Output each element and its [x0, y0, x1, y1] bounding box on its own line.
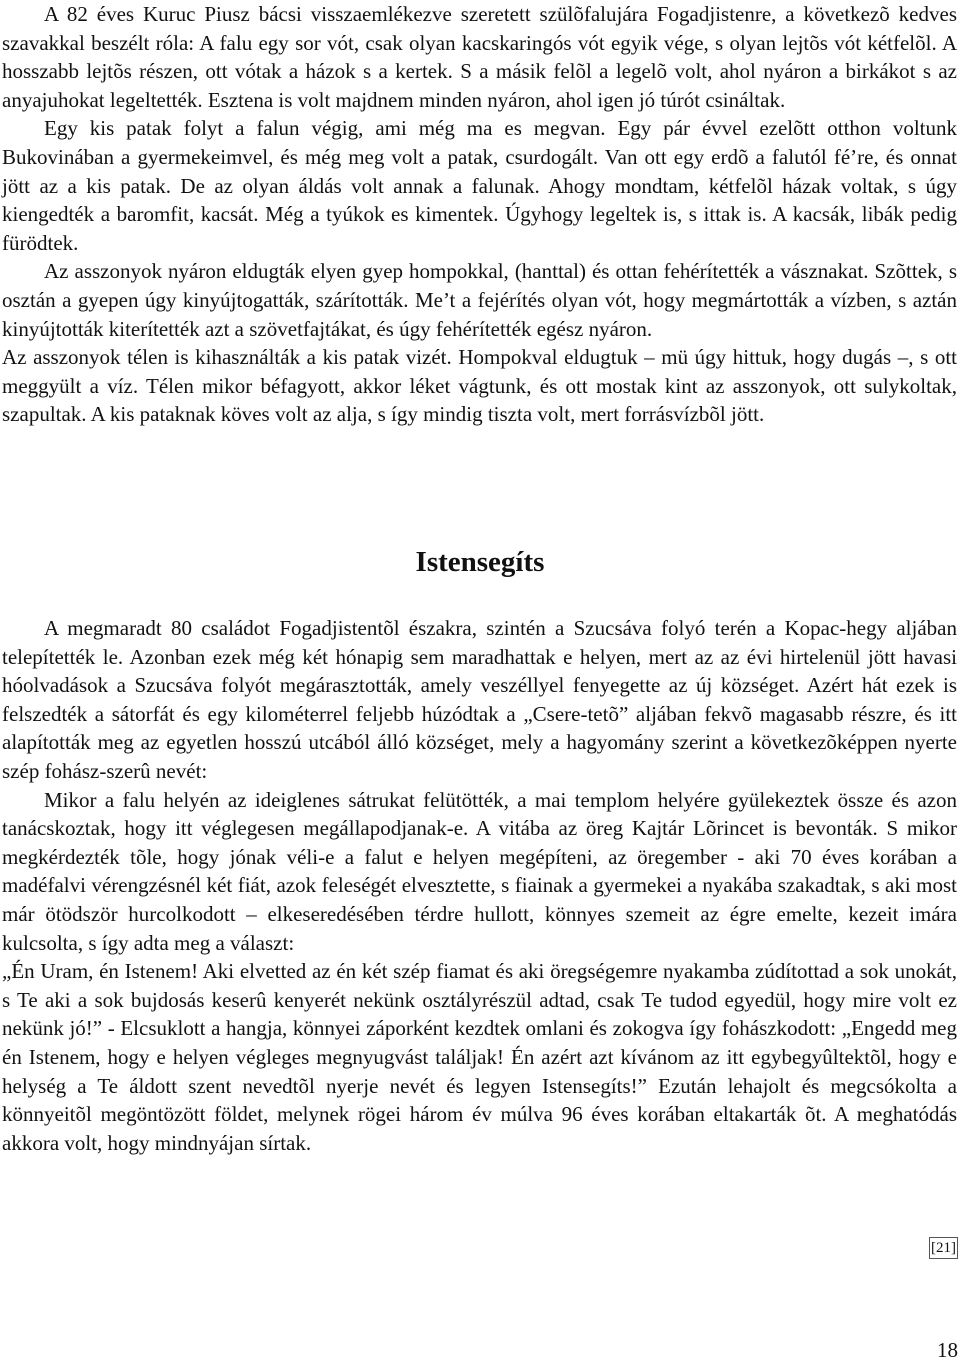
paragraph: A 82 éves Kuruc Piusz bácsi visszaemlékezve szeretett szülõfalujára Fogadjistenre, a következõ kedves szavakkal beszélt róla: A falu egy sor vót, csak olyan kacskaringós vót egyik vége, s olyan lejtõs vót kétfelõl. A hosszabb lejtõs részen, ott vótak a házok s a kertek. S a másik felõl a legelõ volt, ahol nyáron a birkákot s az anyajuhokat legeltették. Esztena is volt majdnem minden nyáron, ahol igen jó túrót csináltak.	[2, 2, 957, 112]
paragraph: A megmaradt 80 családot Fogadjistentõl északra, szintén a Szucsáva folyó terén a Kopac-hegy aljában telepítették le. Azonban ezek még két hónapig sem maradhattak e helyen, mert az az évi hirtelenül jött havasi hóolvadások a Szucsáva folyót megárasztották, amely veszéllyel fenyegette az új községet. Azért hát ezek is felszedték a sátorfát és egy kilométerrel feljebb húzódtak a „Csere-tetõ” aljában fekvõ magasabb részre, és itt alapították meg az egyetlen hosszú utcából álló községet, mely a hagyomány szerint a következõképpen nyerte szép fohász-szerû nevét:	[2, 616, 957, 783]
paragraph: Az asszonyok télen is kihasználták a kis patak vizét. Hompokval eldugtuk – mü úgy hittuk, hogy dugás –, s ott meggyült a víz. Télen mikor béfagyott, akkor léket vágtunk, és ott mostak kint az asszonyok, ott sulykoltak, szapultak. A kis pataknak köves volt az alja, s így mindig tiszta volt, mert forrásvízbõl jött.	[2, 345, 957, 427]
section-heading: Istensegíts	[415, 546, 545, 578]
paragraph: Az asszonyok nyáron eldugták elyen gyep hompokkal, (hanttal) és ottan fehérítették a vásznakat. Szõttek, s osztán a gyepen úgy kinyújtogatták, szárították. Me’t a fejérítés olyan vót, hogy megmártották a vízben, s aztán kinyújtották kiterítették azt a szövetfajtákat, és úgy fehérítették egész nyáron.	[2, 259, 957, 341]
paragraph: Mikor a falu helyén az ideiglenes sátrukat felütötték, a mai templom helyére gyülekeztek össze és azon tanácskoztak, hogy itt véglegesen megállapodjanak-e. A vitába az öreg Kajtár Lõrincet is bevonták. S mikor megkérdezték tõle, hogy jónak véli-e a falut e helyen megépíteni, az öregember - aki 70 éves korában a madéfalvi vérengzésnél két fiát, azok feleségét elvesztette, s fiainak a gyermekei a nyakába szakadtak, s aki most már ötödször hurcolkodott – elkeseredésében térdre hullott, könnyes szemeit az égre emelte, kezeit imára kulcsolta, s így adta meg a választ:	[2, 787, 957, 955]
section-fogadjisten	[2, 0, 957, 429]
footnote-reference: [21]	[929, 1237, 958, 1259]
page-number: 18	[937, 1338, 958, 1362]
paragraph: Egy kis patak folyt a falun végig, ami még ma es megvan. Egy pár évvel ezelõtt otthon voltunk Bukovinában a gyermekeimvel, és még meg volt a patak, csurdogált. Van ott egy erdõ a falutól fé’re, és onnat jött az a kis patak. De az olyan áldás volt annak a falunak. Ahogy mondtam, kétfelõl házak voltak, s úgy kiengedték a baromfit, kacsát. Még a tyúkok es kimentek. Úgyhogy legeltek is, s ittak is. A kacsák, libák pedig fürödtek.	[2, 116, 957, 255]
paragraph: „Én Uram, én Istenem! Aki elvetted az én két szép fiamat és aki öregségemre nyakamba zúdítottad a sok unokát, s Te aki a sok bujdosás keserû kenyerét nekünk osztályrészül adtad, csak Te tudod egyedül, hogy mire volt ez nekünk jó!” - Elcsuklott a hangja, könnyei záporként kezdtek omlani és zokogva így fohászkodott: „Engedd meg én Istenem, hogy e helyen végleges megnyugvást találjak! Én azért azt kívánom az itt egybegyûltektõl, hogy e helység a Te áldott szent nevedtõl nyerje nevét és legyen Istensegíts!” Ezután lehajolt és megcsókolta a könnyeitõl megöntözött földet, melynek rögei három év múlva 96 éves korában eltakarták õt. A meghatódás akkora volt, hogy mindnyájan sírtak.	[2, 959, 957, 1155]
section-istensegits	[2, 614, 957, 1157]
